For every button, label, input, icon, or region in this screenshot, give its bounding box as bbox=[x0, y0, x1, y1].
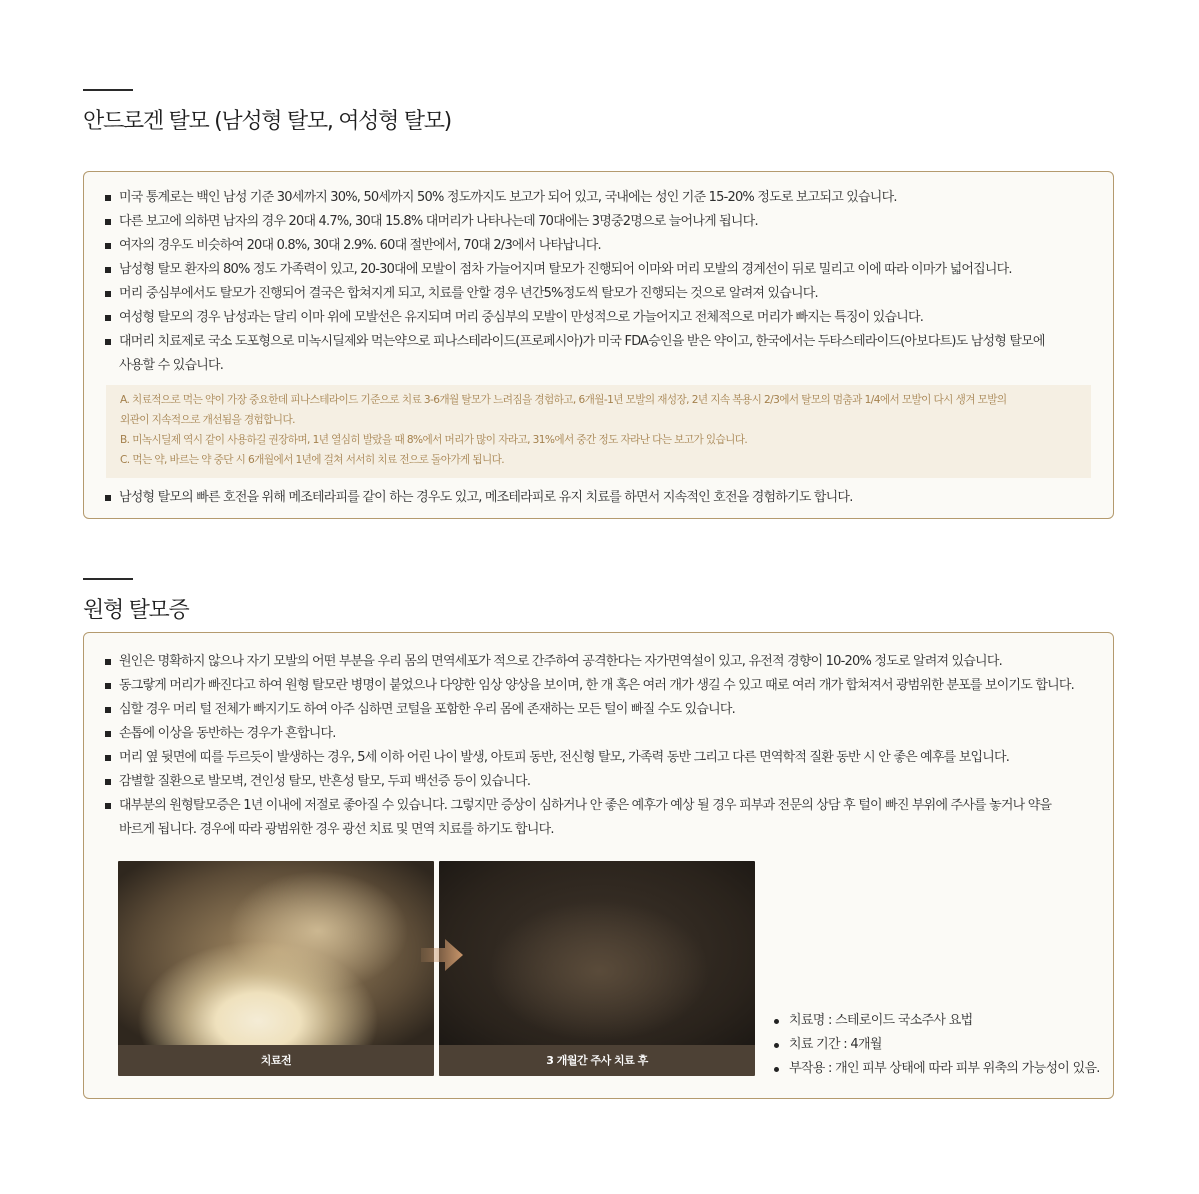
list-item-continuation: 바르게 됩니다. 경우에 따라 광범위한 경우 광선 치료 및 면역 치료를 하기도 합니다. bbox=[119, 822, 554, 837]
list-item: 미국 통계로는 백인 남성 기준 30세까지 30%, 50세까지 50% 정도까지도 보고가 되어 있고, 국내에는 성인 기준 15-20% 정도로 보고되고 있습니다. bbox=[84, 186, 1113, 210]
scalp-before-image bbox=[118, 861, 434, 1045]
list-item: 심할 경우 머리 털 전체가 빠지기도 하여 아주 심하면 코털을 포함한 우리 몸에 존재하는 모든 털이 빠질 수도 있습니다. bbox=[84, 698, 1113, 722]
list-item: 손톱에 이상을 동반하는 경우가 흔합니다. bbox=[84, 722, 1113, 746]
list-item: 여자의 경우도 비슷하여 20대 0.8%, 30대 2.9%. 60대 절반에서, 70대 2/3에서 나타납니다. bbox=[84, 234, 1113, 258]
section-androgen-alopecia bbox=[83, 89, 1114, 505]
title-divider bbox=[83, 89, 133, 91]
list-item: 대머리 치료제로 국소 도포형으로 미녹시딜제와 먹는약으로 피나스테라이드(프로페시아)가 미국 FDA승인을 받은 약이고, 한국에서는 두타스테라이드(아보다트)도 남성형 탈모에 bbox=[84, 330, 1113, 354]
list-item: 머리 옆 뒷면에 띠를 두르듯이 발생하는 경우, 5세 이하 어린 나이 발생, 아토피 동반, 전신형 탈모, 가족력 동반 그리고 다른 면역학적 질환 동반 시 안 좋은 예후를 보입니다. bbox=[84, 746, 1113, 770]
section-title: 안드로겐 탈모 (남성형 탈모, 여성형 탈모) bbox=[83, 109, 451, 134]
title-divider bbox=[83, 578, 133, 580]
section-title: 원형 탈모증 bbox=[83, 598, 189, 623]
list-item: 남성형 탈모의 빠른 호전을 위해 메조테라피를 같이 하는 경우도 있고, 메조테라피로 유지 치료를 하면서 지속적인 호전을 경험하기도 합니다. bbox=[84, 486, 1113, 510]
list-item: 동그랗게 머리가 빠진다고 하여 원형 탈모란 병명이 붙었으나 다양한 임상 양상을 보이며, 한 개 혹은 여러 개가 생길 수 있고 때로 여러 개가 합쳐져서 광범위한 분포를 보이기도 합니다. bbox=[84, 674, 1113, 698]
photo-caption: 3 개월간 주사 치료 후 bbox=[439, 1045, 755, 1076]
treatment-side-effect: 부작용 : 개인 피부 상태에 따라 피부 위축의 가능성이 있음. bbox=[774, 1057, 1100, 1081]
note-line: A. 치료적으로 먹는 약이 가장 중요한데 피나스테라이드 기준으로 치료 3-6개월 탈모가 느려짐을 경험하고, 6개월-1년 모발의 재성장, 2년 지속 복용시 2/3에서 탈모의 멈춤과 1/4에서 모발이 다시 생겨 모발의 bbox=[120, 394, 1007, 406]
info-box bbox=[83, 632, 1114, 1099]
bullet-list-tail bbox=[84, 486, 1113, 510]
list-item: 원인은 명확하지 않으나 자기 모발의 어떤 부분을 우리 몸의 면역세포가 적으로 간주하여 공격한다는 자가면역설이 있고, 유전적 경향이 10-20% 정도로 알려져 있습니다. bbox=[84, 650, 1113, 674]
photo-caption: 치료전 bbox=[118, 1045, 434, 1076]
list-item: 다른 보고에 의하면 남자의 경우 20대 4.7%, 30대 15.8% 대머리가 나타나는데 70대에는 3명중2명으로 늘어나게 됩니다. bbox=[84, 210, 1113, 234]
photo-after-treatment bbox=[439, 861, 755, 1076]
list-item-continuation: 사용할 수 있습니다. bbox=[119, 358, 224, 373]
note-line: B. 미녹시딜제 역시 같이 사용하길 권장하며, 1년 열심히 발랐을 때 8%에서 머리가 많이 자라고, 31%에서 중간 정도 자라난 다는 보고가 있습니다. bbox=[120, 434, 748, 446]
list-item: 감별할 질환으로 발모벽, 견인성 탈모, 반흔성 탈모, 두피 백선증 등이 있습니다. bbox=[84, 770, 1113, 794]
treatment-duration: 치료 기간 : 4개월 bbox=[774, 1033, 1100, 1057]
treatment-note-box bbox=[106, 385, 1091, 478]
info-box bbox=[83, 171, 1114, 519]
treatment-name: 치료명 : 스테로이드 국소주사 요법 bbox=[774, 1009, 1100, 1033]
bullet-list bbox=[84, 186, 1113, 378]
note-line: 외관이 지속적으로 개선됨을 경험합니다. bbox=[120, 414, 295, 426]
list-item: 여성형 탈모의 경우 남성과는 달리 이마 위에 모발선은 유지되며 머리 중심부의 모발이 만성적으로 가늘어지고 전체적으로 머리가 빠지는 특징이 있습니다. bbox=[84, 306, 1113, 330]
photo-before-treatment bbox=[118, 861, 434, 1076]
note-line: C. 먹는 약, 바르는 약 중단 시 6개월에서 1년에 걸쳐 서서히 치료 전으로 돌아가게 됩니다. bbox=[120, 454, 505, 466]
list-item: 머리 중심부에서도 탈모가 진행되어 결국은 합쳐지게 되고, 치료를 안할 경우 년간5%정도씩 탈모가 진행되는 것으로 알려져 있습니다. bbox=[84, 282, 1113, 306]
arrow-right-icon bbox=[421, 939, 463, 971]
list-item: 남성형 탈모 환자의 80% 정도 가족력이 있고, 20-30대에 모발이 점차 가늘어지며 탈모가 진행되어 이마와 머리 모발의 경계선이 뒤로 밀리고 이에 따라 이마가 넓어집니다. bbox=[84, 258, 1113, 282]
scalp-after-image bbox=[439, 861, 755, 1045]
treatment-info-list bbox=[774, 1009, 1100, 1081]
list-item: 대부분의 원형탈모증은 1년 이내에 저절로 좋아질 수 있습니다. 그렇지만 증상이 심하거나 안 좋은 예후가 예상 될 경우 피부과 전문의 상담 후 털이 빠진 부위에 주사를 놓거나 약을 bbox=[84, 794, 1113, 818]
bullet-list bbox=[84, 650, 1113, 842]
section-alopecia-areata bbox=[83, 578, 1114, 1076]
